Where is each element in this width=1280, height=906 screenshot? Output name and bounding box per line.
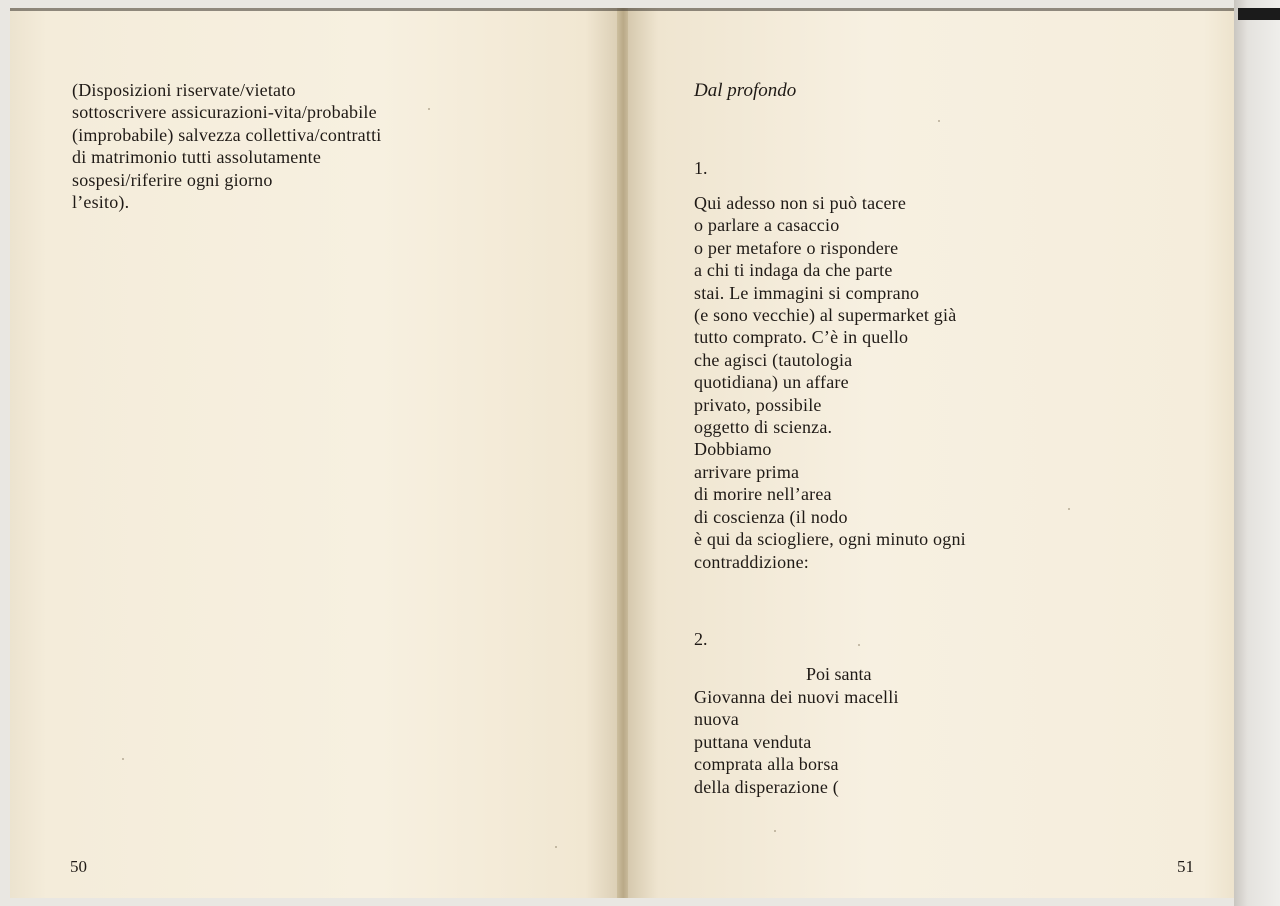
- left-page-text: [72, 79, 381, 213]
- paper-speck: [938, 120, 940, 122]
- verse-line: privato, possibile: [694, 394, 822, 415]
- page-number-left: 50: [70, 857, 87, 876]
- page-number-right: 51: [1177, 857, 1194, 876]
- section-number-1: 1.: [694, 158, 708, 178]
- verse-line: di coscienza (il nodo: [694, 506, 848, 527]
- paper-speck: [774, 830, 776, 832]
- text-line: sottoscrivere assicurazioni-vita/probabile: [72, 102, 377, 123]
- text-line: l’esito).: [72, 192, 130, 213]
- verse-line: Giovanna dei nuovi macelli: [694, 687, 899, 707]
- verse-line: o parlare a casaccio: [694, 215, 840, 236]
- verse-line: Dobbiamo: [694, 439, 772, 460]
- scanner-margin: [1234, 0, 1280, 906]
- paper-speck: [858, 644, 860, 646]
- text-line: sospesi/riferire ogni giorno: [72, 169, 273, 190]
- paper-speck: [555, 846, 557, 848]
- verse-line: è qui da sciogliere, ogni minuto ogni: [694, 529, 966, 550]
- verse-line: (e sono vecchie) al supermarket già: [694, 305, 957, 326]
- poem-title: Dal profondo: [694, 80, 797, 101]
- stanza-1: [694, 192, 966, 573]
- right-page: [628, 8, 1234, 898]
- stanza-2: [694, 686, 899, 798]
- left-page: [10, 8, 622, 898]
- scanner-corner-shadow: [1238, 8, 1280, 20]
- paper-speck: [1068, 508, 1070, 510]
- paper-speck: [122, 758, 124, 760]
- verse-line: oggetto di scienza.: [694, 417, 833, 438]
- verse-line: stai. Le immagini si comprano: [694, 282, 920, 303]
- verse-line: della disperazione (: [694, 776, 839, 797]
- text-line: (Disposizioni riservate/vietato: [72, 80, 296, 100]
- verse-line: puttana venduta: [694, 731, 812, 752]
- verse-line: nuova: [694, 709, 739, 730]
- verse-line: arrivare prima: [694, 461, 800, 482]
- text-line: (improbabile) salvezza collettiva/contratti: [72, 124, 382, 145]
- text-line: di matrimonio tutti assolutamente: [72, 147, 322, 168]
- verse-line: Qui adesso non si può tacere: [694, 193, 907, 213]
- verse-line: contraddizione:: [694, 551, 809, 572]
- verse-line: tutto comprato. C’è in quello: [694, 327, 909, 348]
- paper-speck: [428, 108, 430, 110]
- verse-line: comprata alla borsa: [694, 754, 839, 775]
- verse-line: di morire nell’area: [694, 484, 832, 505]
- page-top-edge: [10, 8, 1234, 11]
- verse-line: a chi ti indaga da che parte: [694, 260, 893, 281]
- verse-line: quotidiana) un affare: [694, 372, 849, 393]
- verse-line: che agisci (tautologia: [694, 349, 853, 370]
- section-number-2: 2.: [694, 629, 708, 649]
- verse-line: o per metafore o rispondere: [694, 237, 899, 258]
- stanza-2-lead-line: Poi santa: [806, 664, 872, 684]
